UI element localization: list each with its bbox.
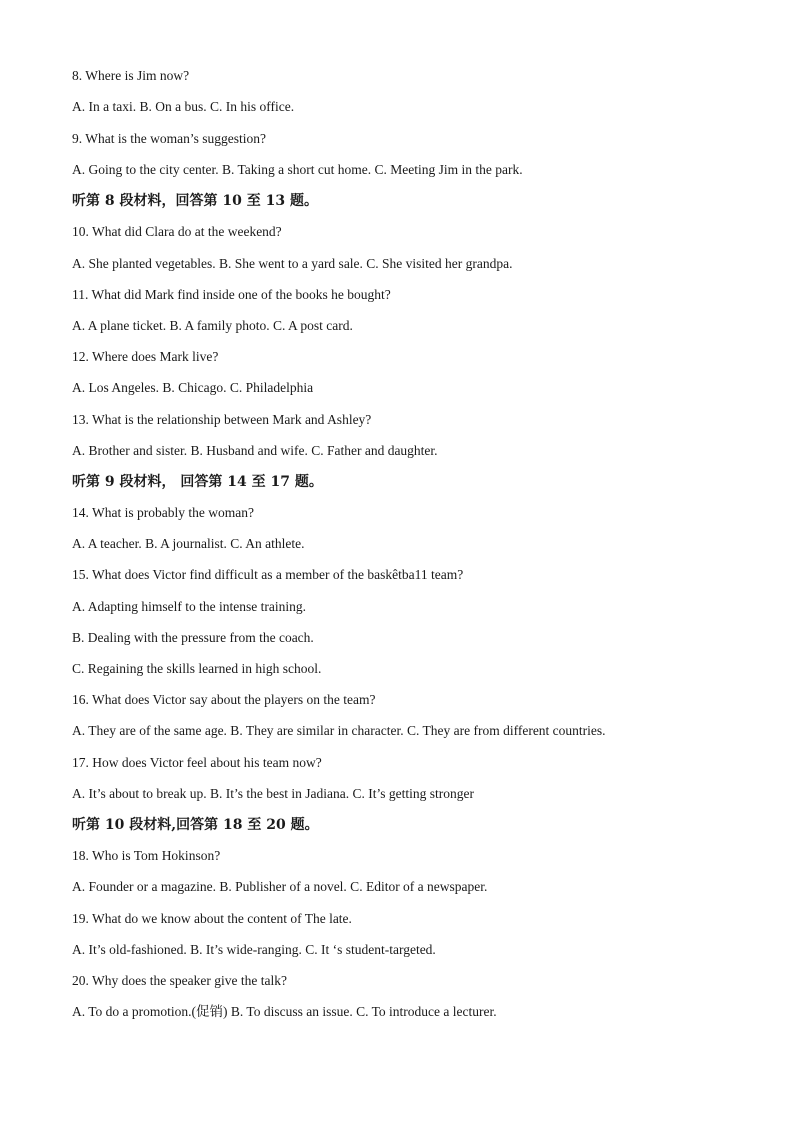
question-15: 15. What does Victor find difficult as a member of the baskêtba11 team? xyxy=(72,567,464,582)
question-11: 11. What did Mark find inside one of the books he bought? xyxy=(72,287,391,302)
option-15a: A. Adapting himself to the intense training. xyxy=(72,599,306,614)
section-heading-9: 听第 9 段材料， 回答第 14 至 17 题。 xyxy=(72,474,323,490)
question-9: 9. What is the woman’s suggestion? xyxy=(72,131,266,146)
options-14: A. A teacher. B. A journalist. C. An athlete. xyxy=(72,536,305,551)
options-19: A. It’s old-fashioned. B. It’s wide-ranging. C. It ‘s student-targeted. xyxy=(72,942,436,957)
options-9: A. Going to the city center. B. Taking a short cut home. C. Meeting Jim in the park. xyxy=(72,162,523,177)
question-19: 19. What do we know about the content of The late. xyxy=(72,911,352,926)
question-8: 8. Where is Jim now? xyxy=(72,68,190,83)
options-13: A. Brother and sister. B. Husband and wife. C. Father and daughter. xyxy=(72,443,438,458)
question-10: 10. What did Clara do at the weekend? xyxy=(72,224,282,239)
question-13: 13. What is the relationship between Mark and Ashley? xyxy=(72,412,372,427)
section-heading-10: 听第 10 段材料,回答第 18 至 20 题。 xyxy=(72,817,319,833)
options-20: A. To do a promotion.(促销) B. To discuss an issue. C. To introduce a lecturer. xyxy=(72,1004,497,1019)
question-17: 17. How does Victor feel about his team now? xyxy=(72,755,322,770)
options-11: A. A plane ticket. B. A family photo. C. A post card. xyxy=(72,318,353,333)
question-18: 18. Who is Tom Hokinson? xyxy=(72,848,221,863)
options-17: A. It’s about to break up. B. It’s the best in Jadiana. C. It’s getting stronger xyxy=(72,786,474,801)
option-15c: C. Regaining the skills learned in high school. xyxy=(72,661,322,676)
options-18: A. Founder or a magazine. B. Publisher of a novel. C. Editor of a newspaper. xyxy=(72,879,488,894)
options-8: A. In a taxi. B. On a bus. C. In his office. xyxy=(72,99,295,114)
option-15b: B. Dealing with the pressure from the coach. xyxy=(72,630,314,645)
question-20: 20. Why does the speaker give the talk? xyxy=(72,973,287,988)
options-10: A. She planted vegetables. B. She went to a yard sale. C. She visited her grandpa. xyxy=(72,256,513,271)
section-heading-8: 听第 8 段材料，回答第 10 至 13 题。 xyxy=(72,193,318,209)
options-12: A. Los Angeles. B. Chicago. C. Philadelphia xyxy=(72,380,314,395)
question-16: 16. What does Victor say about the players on the team? xyxy=(72,692,376,707)
question-14: 14. What is probably the woman? xyxy=(72,505,254,520)
question-12: 12. Where does Mark live? xyxy=(72,349,219,364)
options-16: A. They are of the same age. B. They are similar in character. C. They are from different countries. xyxy=(72,723,606,738)
